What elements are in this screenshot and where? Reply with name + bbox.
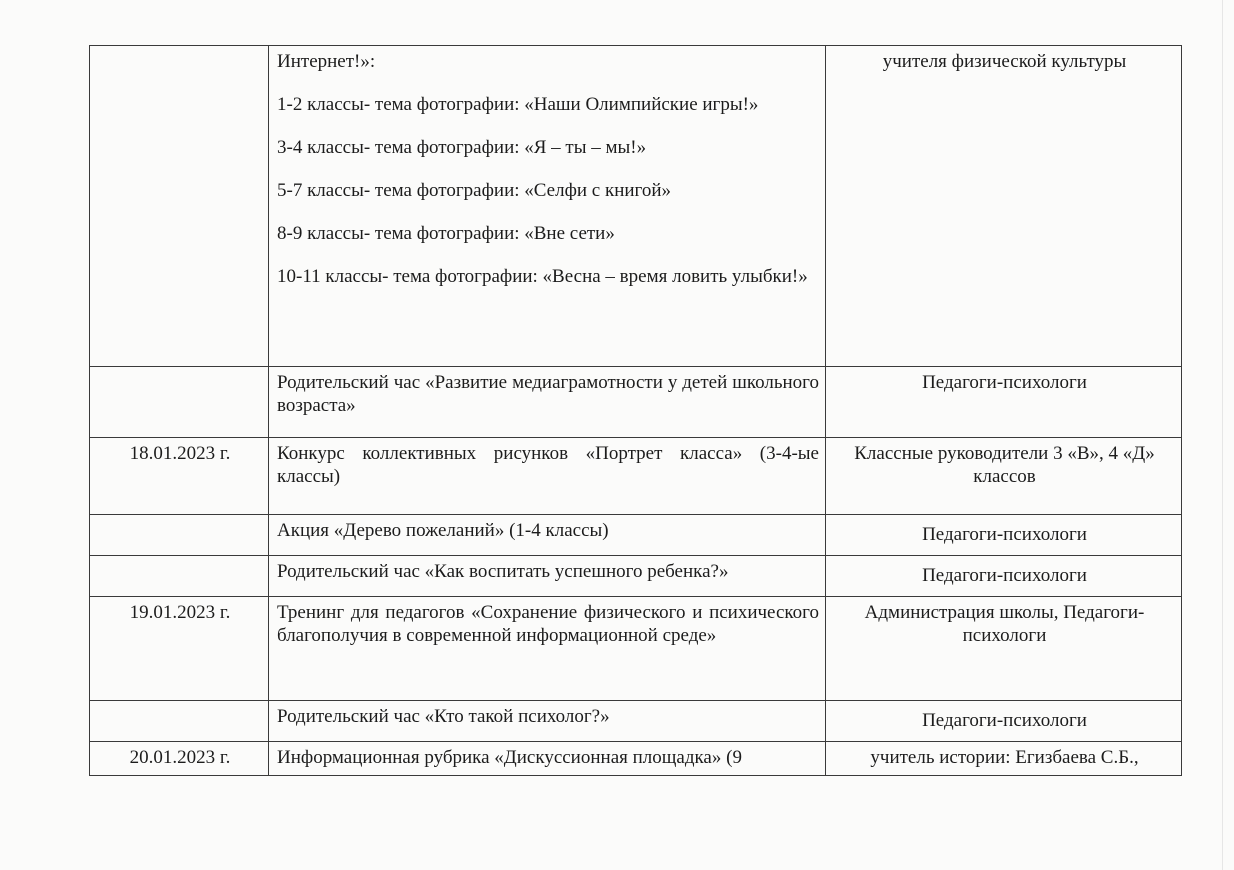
table-row [90, 556, 1182, 597]
responsible-text: Педагоги-психологи [922, 565, 1087, 586]
date-cell [90, 556, 269, 597]
event-cell [269, 46, 826, 367]
page-edge-line [1222, 0, 1223, 870]
event-cell: Акция «Дерево пожеланий» (1-4 классы) [269, 515, 826, 556]
responsible-text: Педагоги-психологи [922, 710, 1087, 731]
date-cell [90, 367, 269, 438]
responsible-cell: Педагоги-психологи [826, 367, 1182, 438]
date-cell: 18.01.2023 г. [90, 438, 269, 515]
date-cell: 20.01.2023 г. [90, 742, 269, 776]
responsible-cell [826, 556, 1182, 597]
table-row [90, 46, 1182, 367]
table-row [90, 515, 1182, 556]
table-row [90, 438, 1182, 515]
event-cell: Информационная рубрика «Дискуссионная площадка» (9 [269, 742, 826, 776]
responsible-cell: учитель истории: Егизбаева С.Б., [826, 742, 1182, 776]
table-row [90, 742, 1182, 776]
responsible-cell [826, 515, 1182, 556]
date-cell [90, 46, 269, 367]
event-plan-table [89, 45, 1182, 776]
table-row [90, 367, 1182, 438]
responsible-cell [826, 701, 1182, 742]
date-cell [90, 515, 269, 556]
event-line: 8-9 классы- тема фотографии: «Вне сети» [277, 223, 615, 244]
event-line: 1-2 классы- тема фотографии: «Наши Олимпийские игры!» [277, 94, 759, 115]
event-cell: Конкурс коллективных рисунков «Портрет класса» (3-4-ые классы) [269, 438, 826, 515]
table-row [90, 597, 1182, 701]
event-line: Интернет!»: [277, 51, 376, 72]
date-cell: 19.01.2023 г. [90, 597, 269, 701]
event-line: 10-11 классы- тема фотографии: «Весна – время ловить улыбки!» [277, 266, 808, 287]
responsible-cell: Администрация школы, Педагоги-психологи [826, 597, 1182, 701]
event-cell: Родительский час «Как воспитать успешного ребенка?» [269, 556, 826, 597]
event-cell: Тренинг для педагогов «Сохранение физического и психического благополучия в современной информационной среде» [269, 597, 826, 701]
event-line: 3-4 классы- тема фотографии: «Я – ты – мы!» [277, 137, 647, 158]
date-cell [90, 701, 269, 742]
responsible-cell: Классные руководители 3 «В», 4 «Д» классов [826, 438, 1182, 515]
responsible-text: Педагоги-психологи [922, 524, 1087, 545]
responsible-cell: учителя физической культуры [826, 46, 1182, 367]
event-line: 5-7 классы- тема фотографии: «Селфи с книгой» [277, 180, 672, 201]
event-cell: Родительский час «Развитие медиаграмотности у детей школьного возраста» [269, 367, 826, 438]
table-row [90, 701, 1182, 742]
event-cell: Родительский час «Кто такой психолог?» [269, 701, 826, 742]
